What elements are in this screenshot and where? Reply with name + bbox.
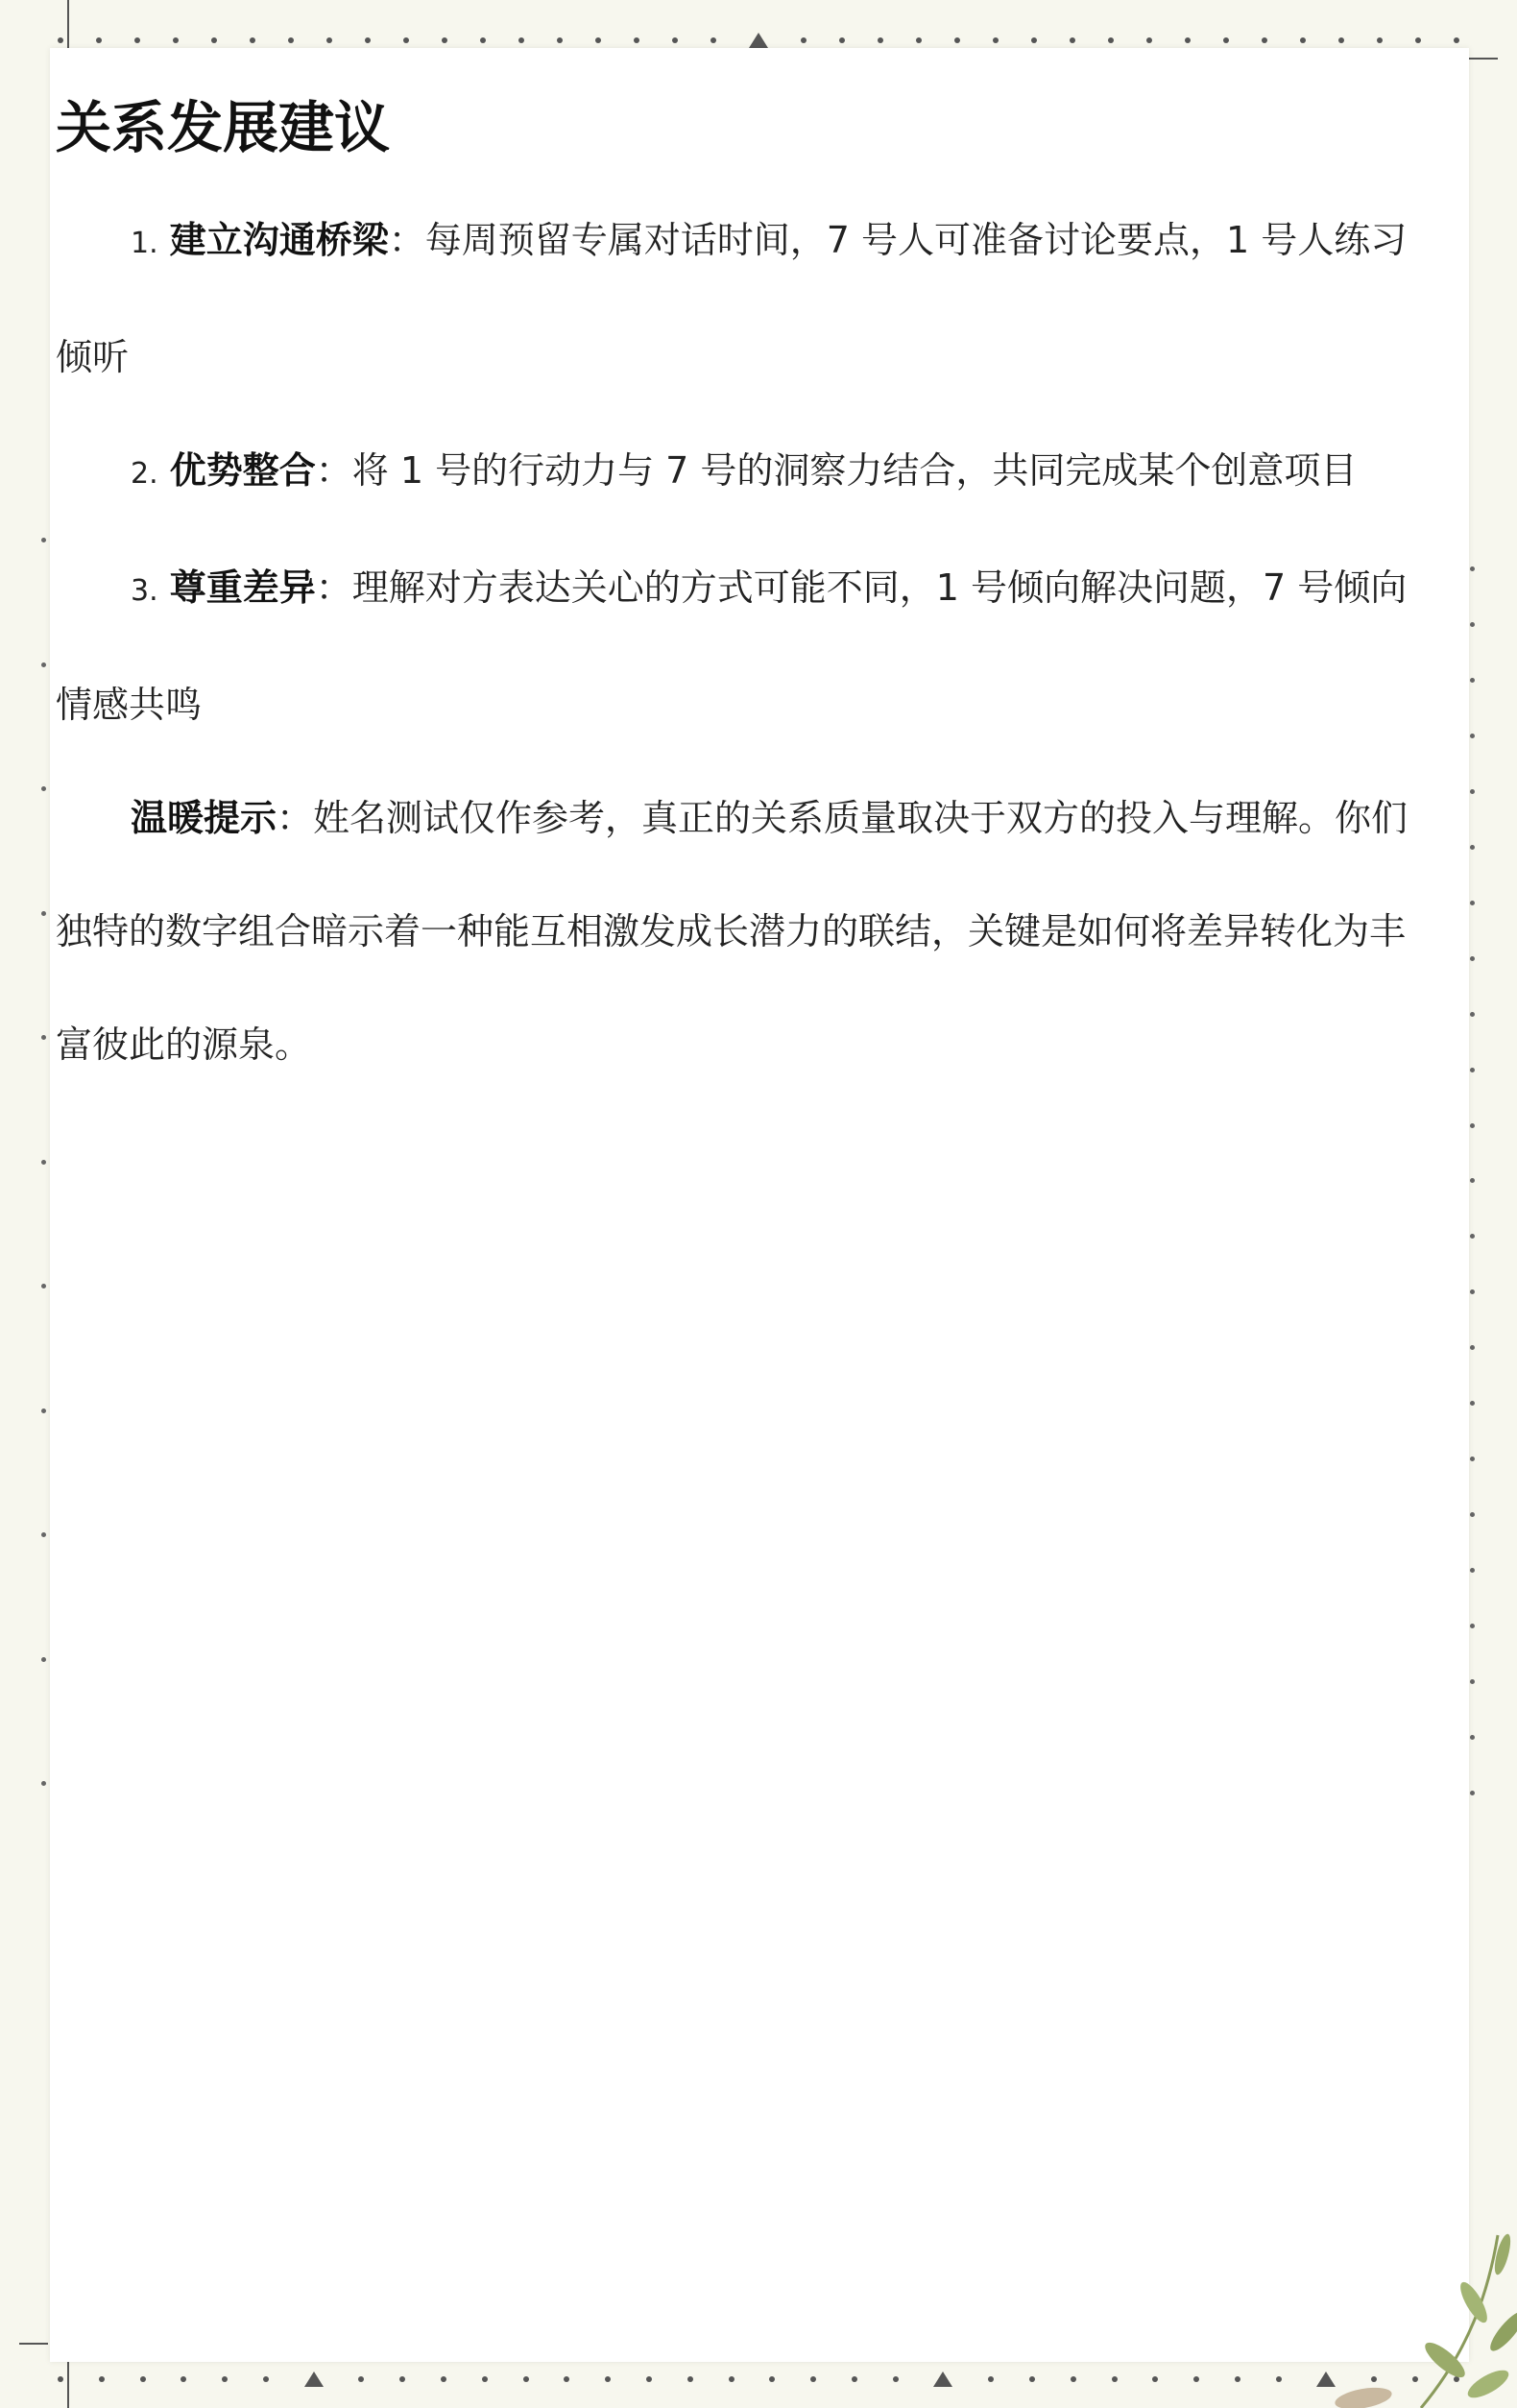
suggestion-item-2 — [56, 414, 1419, 531]
tip-text: ：姓名测试仅作参考，真正的关系质量取决于双方的投入与理解。你们独特的数字组合暗示着一种能互相激发成长潜力的联结，关键是如何将差异转化为丰富彼此的源泉。 — [56, 797, 1409, 1067]
item-text: ：每周预留专属对话时间，7 号人可准备讨论要点，1 号人练习倾听 — [56, 219, 1408, 379]
bottom-dot-border — [58, 2370, 1459, 2389]
suggestion-item-3 — [56, 531, 1419, 761]
leaf-decoration-icon — [1306, 2216, 1517, 2408]
item-number: 2. — [131, 457, 158, 492]
page-title: 关系发展建议 — [56, 95, 391, 160]
item-heading: 建立沟通桥梁 — [169, 219, 389, 262]
frame-line-bottom-left — [19, 2343, 48, 2345]
left-dot-border — [38, 538, 48, 1786]
item-text: ：将 1 号的行动力与 7 号的洞察力结合，共同完成某个创意项目 — [315, 449, 1358, 493]
article-content — [56, 92, 1419, 1101]
item-heading: 优势整合 — [169, 449, 316, 493]
suggestion-item-1 — [56, 183, 1419, 414]
top-dot-border — [58, 31, 1459, 50]
item-heading: 尊重差异 — [169, 566, 316, 610]
warm-tip — [56, 761, 1419, 1101]
frame-line-right — [1469, 58, 1498, 60]
tip-heading: 温暖提示 — [131, 797, 277, 840]
item-number: 1. — [131, 227, 158, 261]
item-text: ：理解对方表达关心的方式可能不同，1 号倾向解决问题，7 号倾向情感共鸣 — [56, 566, 1408, 727]
item-number: 3. — [131, 574, 158, 609]
